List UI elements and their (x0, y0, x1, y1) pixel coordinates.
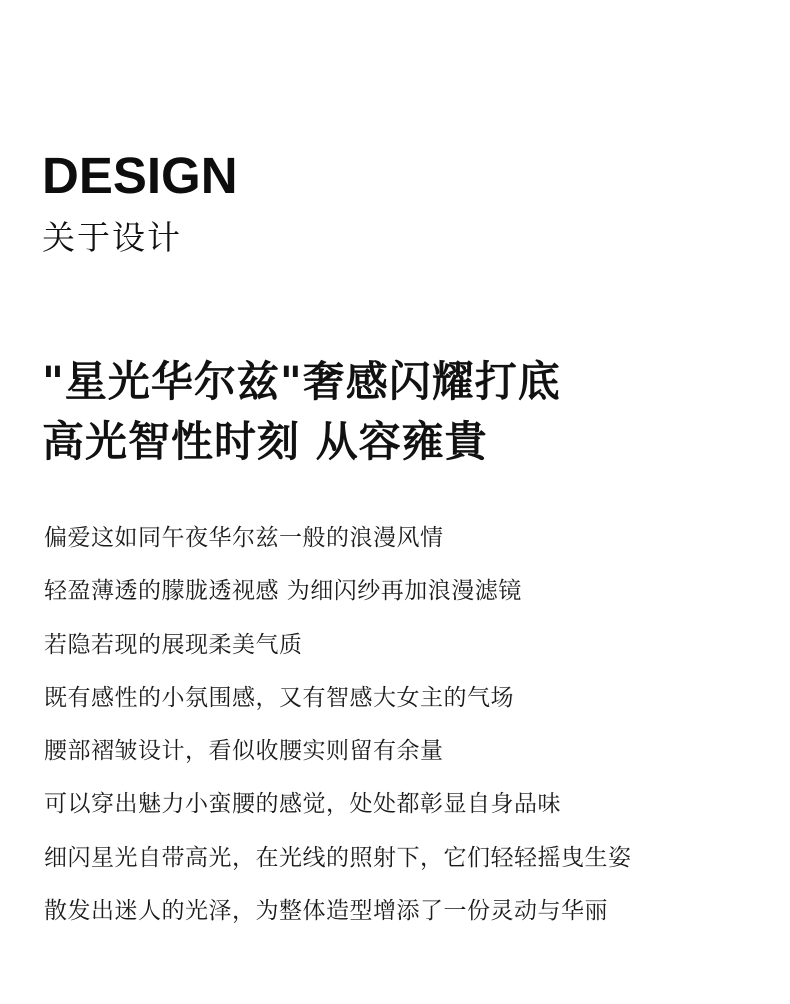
headline-line: "星光华尔兹"奢感闪耀打底 (42, 357, 561, 406)
description-line: 既有感性的小氛围感，又有智感大女主的气场 (44, 684, 514, 711)
description-line: 偏爱这如同午夜华尔兹一般的浪漫风情 (44, 525, 444, 551)
description-line: 轻盈薄透的朦胧透视感 为细闪纱再加浪漫滤镜 (44, 578, 522, 605)
description-line: 散发出迷人的光泽，为整体造型增添了一份灵动与华丽 (44, 898, 608, 925)
description-text (44, 512, 632, 938)
headline (42, 352, 561, 472)
description-line: 细闪星光自带高光，在光线的照射下，它们轻轻摇曳生姿 (44, 844, 632, 871)
headline-line: 高光智性时刻 从容雍貴 (42, 417, 488, 466)
section-title-english: DESIGN (42, 147, 238, 204)
description-line: 可以穿出魅力小蛮腰的感觉，处处都彰显自身品味 (44, 791, 561, 818)
description-line: 腰部褶皱设计，看似收腰实则留有余量 (44, 738, 444, 765)
section-title-chinese: 关于设计 (42, 218, 182, 257)
description-line: 若隐若现的展现柔美气质 (44, 631, 303, 658)
